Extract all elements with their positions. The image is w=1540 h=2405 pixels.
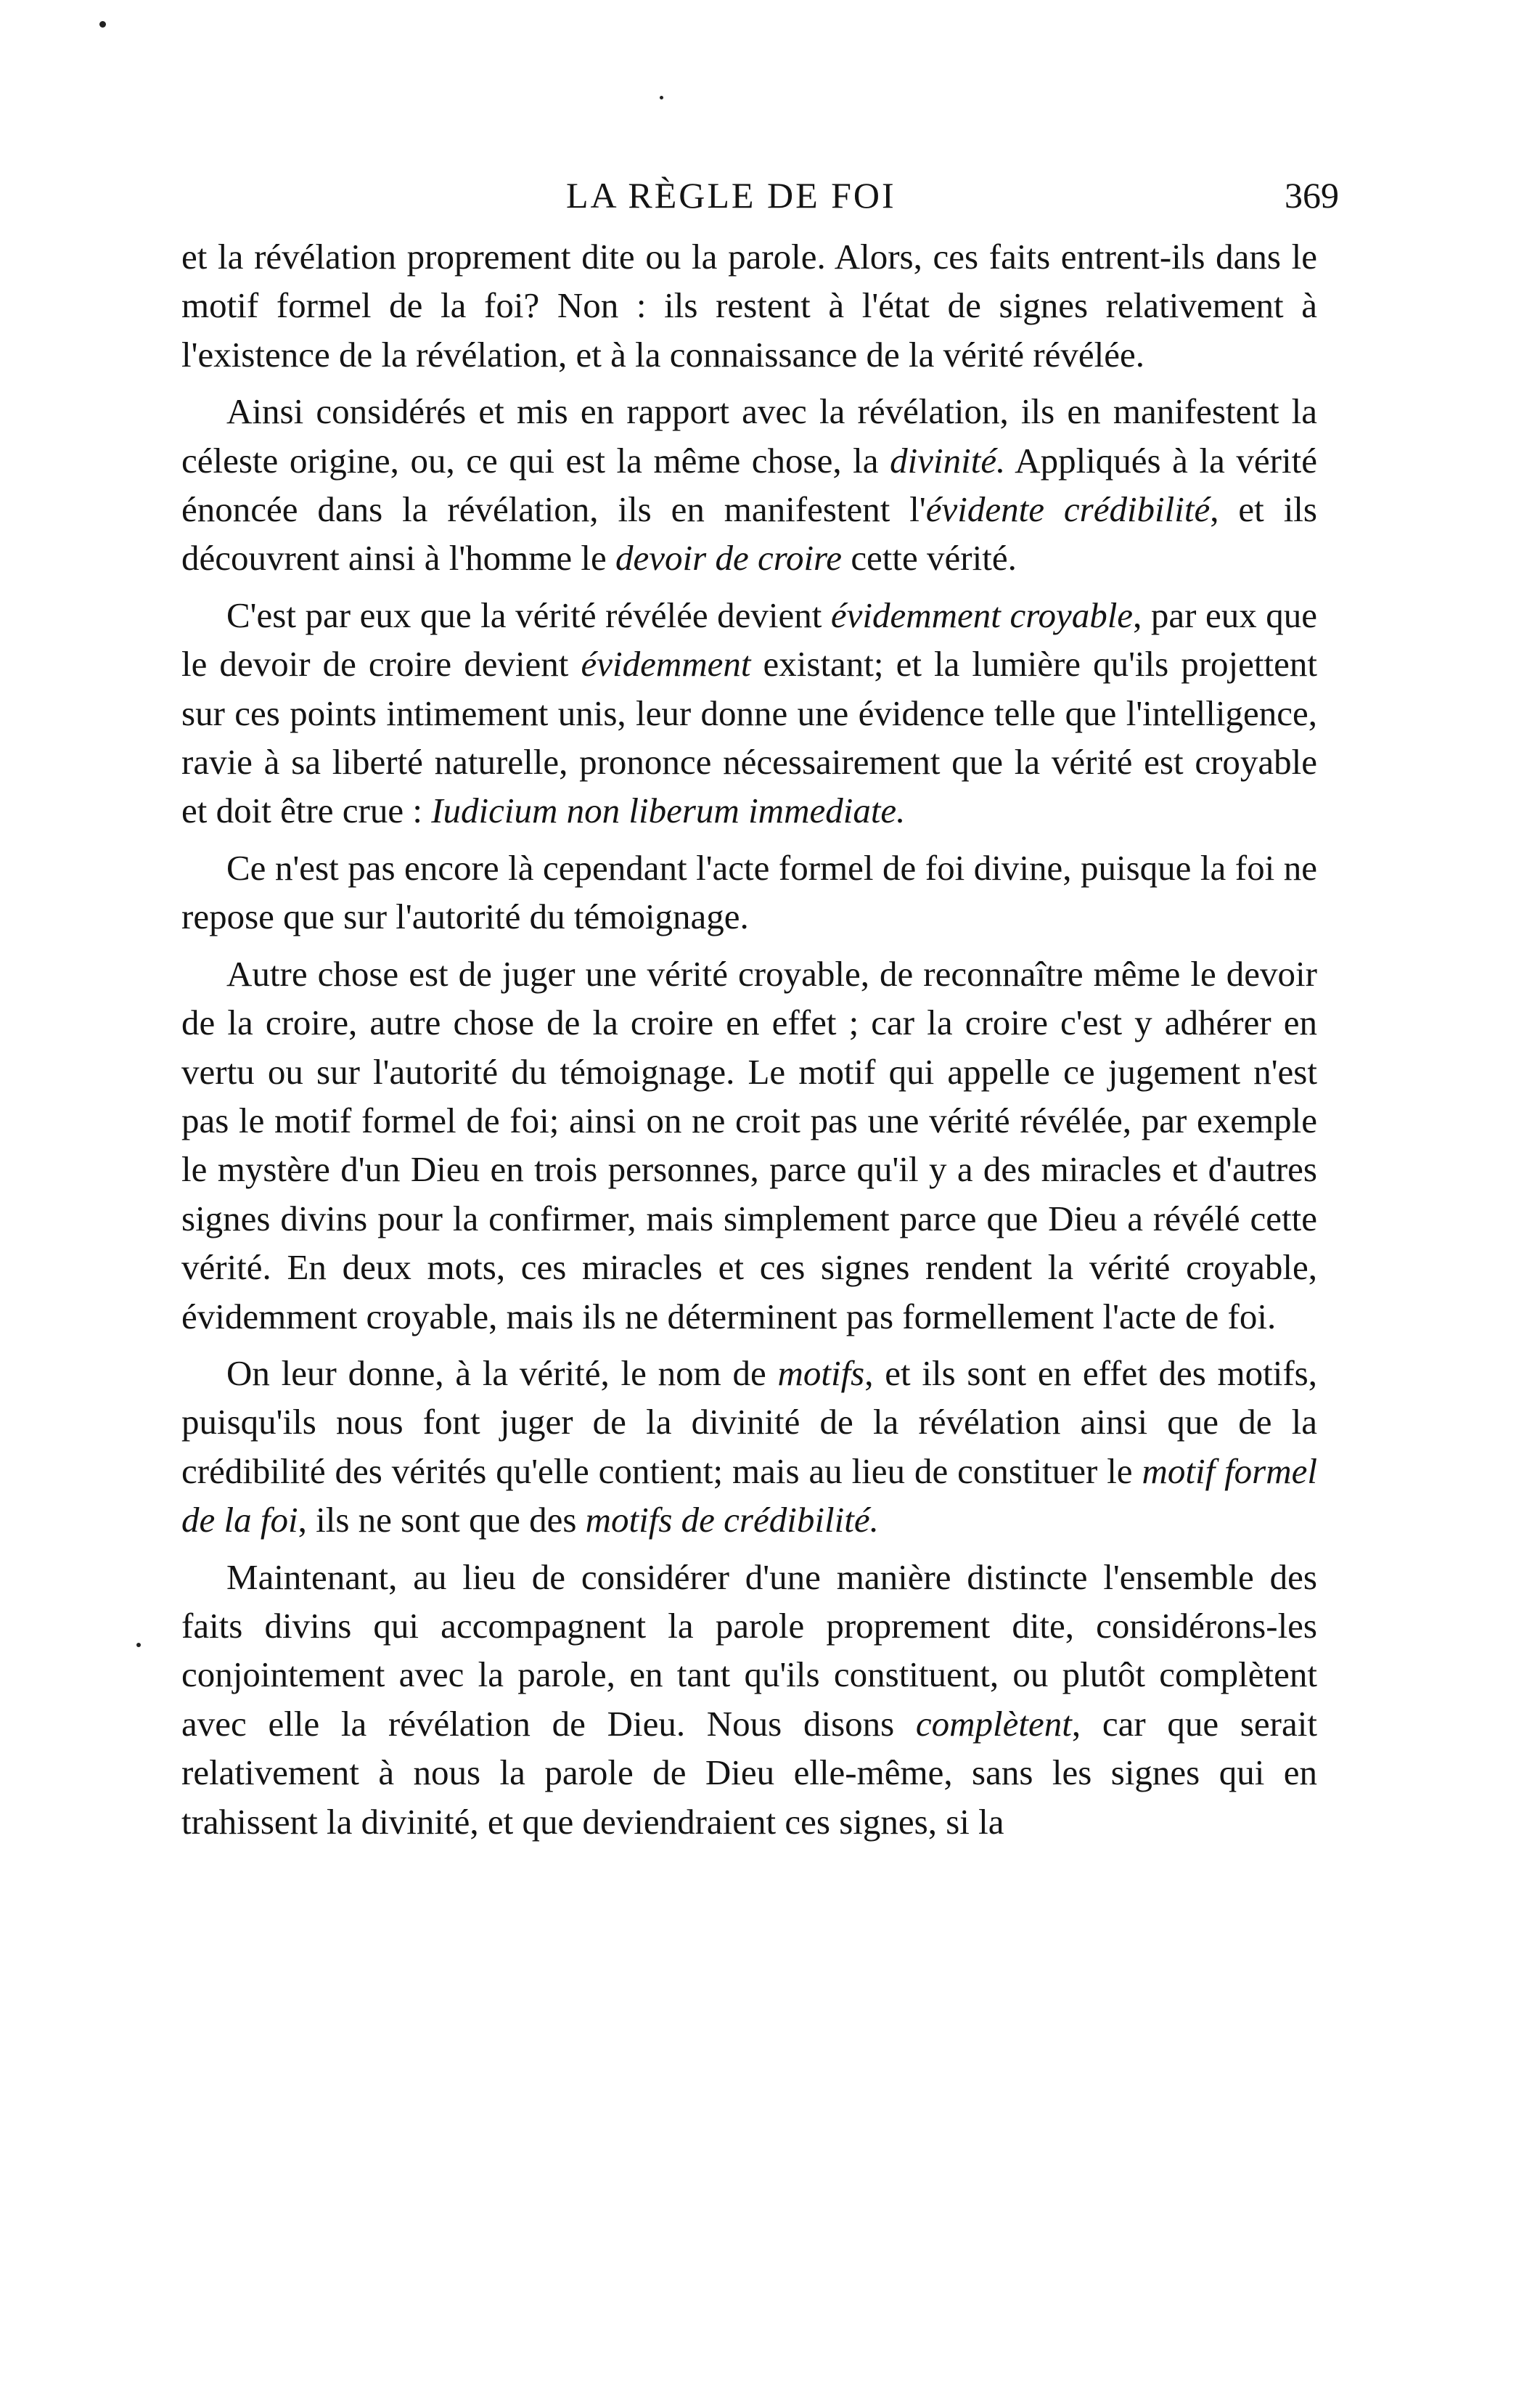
paragraph	[181, 1553, 1317, 1846]
italic-text: motifs	[777, 1352, 865, 1393]
text-run: , ils ne sont que des	[298, 1500, 586, 1540]
text-run: Appliqués à la vérité énoncée dans la révélation, ils en manifestent l'	[181, 440, 1317, 530]
text-run: , et ils sont en effet des motifs, puisqu'ils nous font juger de la divinité de la révélation ainsi que de la crédibilité des vérités qu'elle contient; mais au lieu de constituer le	[181, 1352, 1317, 1491]
italic-text: motifs de crédibilité.	[585, 1500, 879, 1540]
italic-text: évidemment	[581, 644, 751, 685]
paragraph	[181, 232, 1317, 379]
running-title: LA RÈGLE DE FOI	[566, 175, 896, 216]
paragraph	[181, 950, 1317, 1341]
text-run: cette vérité.	[842, 538, 1017, 579]
text-run: Autre chose est de juger une vérité croyable, de reconnaître même le devoir de la croire, autre chose de la croire en effet ; car la croire c'est y adhérer en vertu ou sur l'autorité du témoignage. Le motif qui appelle ce jugement n'est pas le motif formel de foi; ainsi on ne croit pas une vérité révélée, par exemple le mystère d'un Dieu en trois personnes, parce qu'il y a des miracles et d'autres signes divins pour la confirmer, mais simplement parce que Dieu a révélé cette vérité. En deux mots, ces miracles et ces signes rendent la vérité croyable, évidemment croyable, mais ils ne déterminent pas formellement l'acte de foi.	[181, 953, 1317, 1336]
paragraph	[181, 387, 1317, 583]
italic-text: motif formel de la foi	[181, 1450, 1317, 1540]
italic-text: devoir de croire	[615, 538, 843, 579]
text-run: , et ils découvrent ainsi à l'homme le	[181, 489, 1317, 579]
italic-text: divinité.	[890, 440, 1006, 481]
scan-speck	[99, 21, 106, 28]
text-run: Maintenant, au lieu de considérer d'une manière distincte l'ensemble des faits divins qui accompagnent la parole proprement dite, considérons-les conjointement avec la parole, en tant qu'ils constituent, ou plutôt complètent avec elle la révélation de Dieu. Nous disons	[181, 1556, 1317, 1744]
text-run: et la révélation proprement dite ou la parole. Alors, ces faits entrent-ils dans le motif formel de la foi? Non : ils restent à l'état de signes relativement à l'existence de la révélation, et à la connaissance de la vérité révélée.	[181, 237, 1317, 375]
paragraph	[181, 844, 1317, 942]
text-run: Ce n'est pas encore là cependant l'acte formel de foi divine, puisque la foi ne repose que sur l'autorité du témoignage.	[181, 847, 1317, 937]
text-run: Ainsi considérés et mis en rapport avec la révélation, ils en manifestent la céleste origine, ou, ce qui est la même chose, la	[181, 391, 1317, 481]
italic-text: Iudicium non liberum immediate.	[431, 791, 906, 831]
text-run: existant; et la lumière qu'ils projettent sur ces points intimement unis, leur donne une évidence telle que l'intelligence, ravie à sa liberté naturelle, prononce nécessairement que la vérité est croyable et doit être crue :	[181, 644, 1318, 831]
scan-speck	[660, 96, 663, 99]
italic-text: complètent	[915, 1703, 1072, 1744]
page-header	[181, 163, 1339, 228]
page-number: 369	[1285, 175, 1339, 216]
text-run: , par eux que le devoir de croire devient	[181, 595, 1318, 685]
paragraph	[181, 591, 1317, 836]
italic-text: évidemment croyable	[830, 595, 1134, 635]
body-text	[181, 232, 1317, 1854]
scan-speck	[136, 1643, 141, 1647]
text-run: C'est par eux que la vérité révélée devient	[226, 595, 831, 635]
text-run: On leur donne, à la vérité, le nom de	[226, 1352, 778, 1393]
text-run: , car que serait relativement à nous la parole de Dieu elle-même, sans les signes qui en trahissent la divinité, et que deviendraient ces signes, si la	[181, 1703, 1317, 1842]
paragraph	[181, 1349, 1317, 1545]
italic-text: évidente crédibilité	[925, 489, 1211, 530]
